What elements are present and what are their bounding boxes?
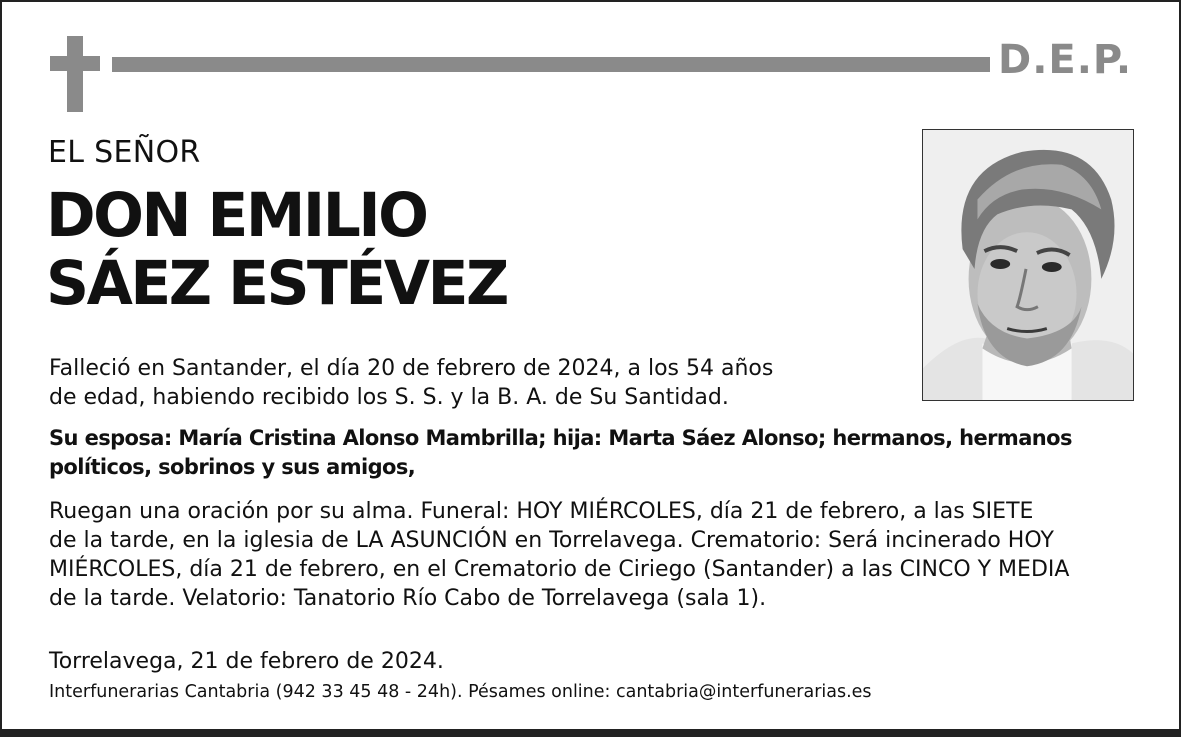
family-paragraph: [49, 424, 1072, 482]
funeral-home-contact: Interfunerarias Cantabria (942 33 45 48 - 24h). Pésames online: cantabria@interfunerarias.es: [49, 682, 872, 702]
service-line-4: de la tarde. Velatorio: Tanatorio Río Cabo de Torrelavega (sala 1).: [49, 586, 767, 611]
death-notice-line-2: de edad, habiendo recibido los S. S. y la B. A. de Su Santidad.: [49, 385, 729, 410]
service-line-1: Ruegan una oración por su alma. Funeral: HOY MIÉRCOLES, día 21 de febrero, a las SIETE: [49, 499, 1034, 524]
service-line-2: de la tarde, en la iglesia de LA ASUNCIÓN en Torrelavega. Crematorio: Será incinerado HOY: [49, 528, 1054, 553]
portrait-image: [923, 130, 1133, 400]
place-date: Torrelavega, 21 de febrero de 2024.: [49, 649, 444, 674]
dep-label: D.E.P.: [998, 37, 1133, 83]
family-line-2: políticos, sobrinos y sus amigos,: [49, 455, 416, 479]
deceased-name: [46, 182, 507, 318]
honorific: EL SEÑOR: [48, 135, 201, 170]
cross-icon: [50, 36, 100, 112]
name-line-1: DON EMILIO: [46, 180, 427, 251]
death-notice-line-1: Falleció en Santander, el día 20 de febrero de 2024, a los 54 años: [49, 356, 774, 381]
header-rule: [112, 57, 990, 72]
portrait-photo: [922, 129, 1134, 401]
name-line-2: SÁEZ ESTÉVEZ: [46, 248, 507, 319]
death-notice-paragraph: [49, 354, 773, 412]
family-line-1: Su esposa: María Cristina Alonso Mambrilla; hija: Marta Sáez Alonso; hermanos, hermanos: [49, 426, 1072, 450]
service-line-3: MIÉRCOLES, día 21 de febrero, en el Crematorio de Ciriego (Santander) a las CINCO Y MEDIA: [49, 557, 1070, 582]
service-paragraph: [49, 497, 1069, 613]
